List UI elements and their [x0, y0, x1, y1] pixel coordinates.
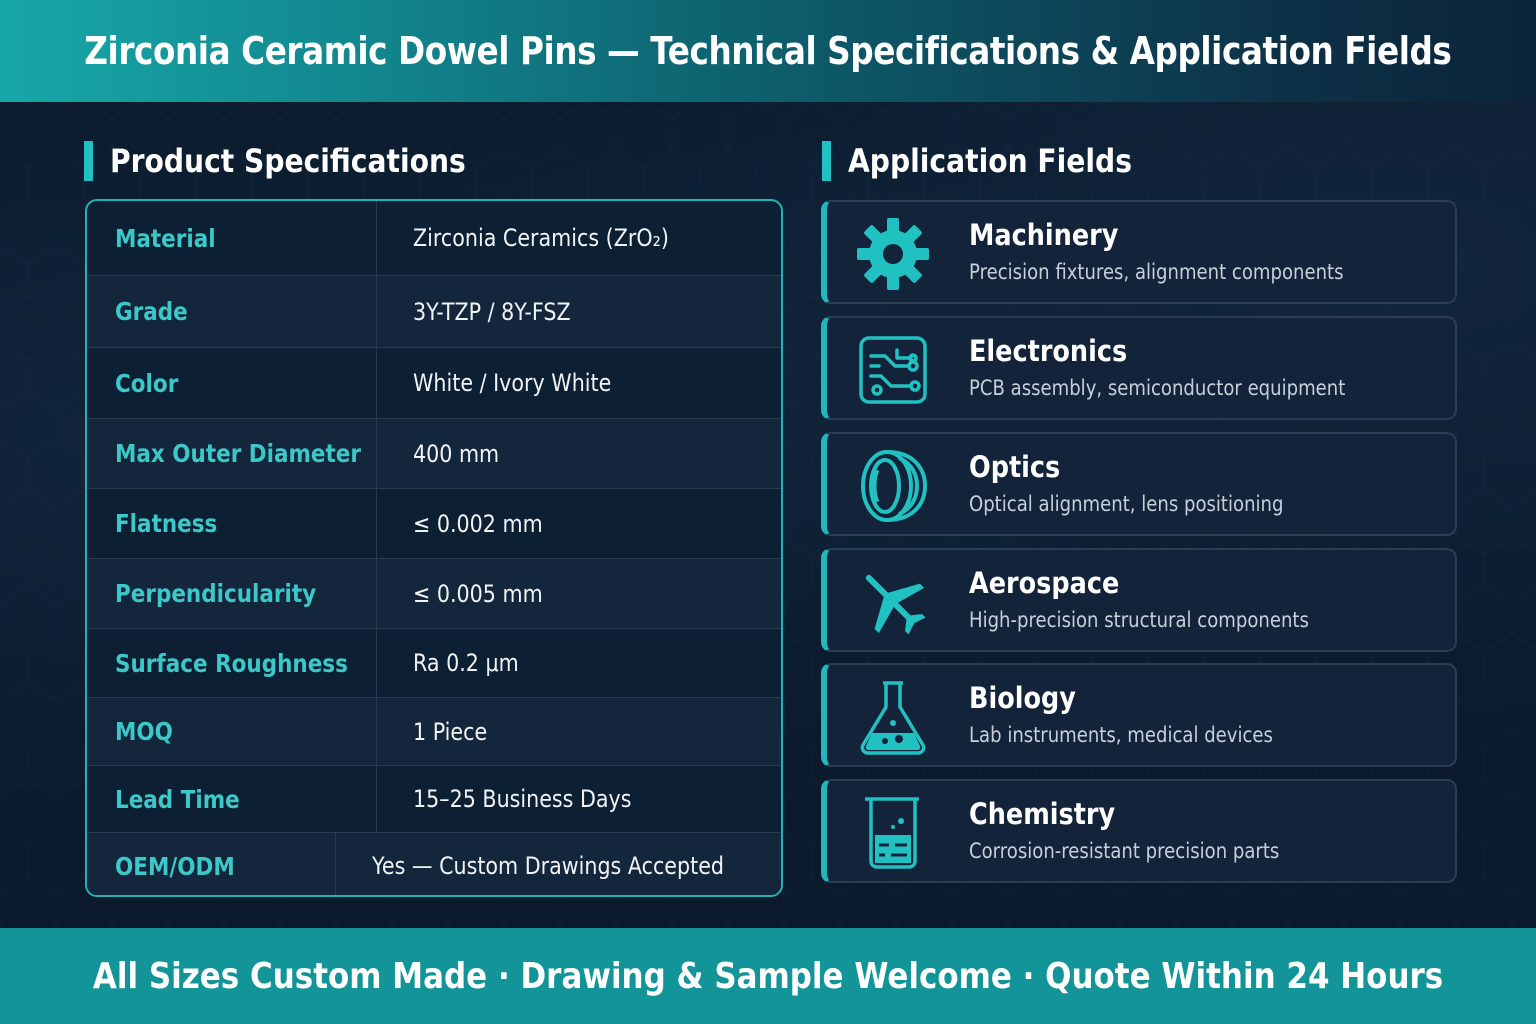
spec-row-perpendicularity — [87, 559, 781, 629]
app-card-aerospace — [821, 548, 1457, 652]
specs-section-title — [84, 139, 514, 183]
app-description: PCB assembly, semiconductor equipment — [969, 376, 1346, 400]
spec-value: 3Y-TZP / 8Y-FSZ — [413, 297, 571, 326]
app-name: Biology — [969, 681, 1076, 715]
spec-row-flatness — [87, 489, 781, 559]
airplane-icon — [855, 564, 931, 640]
spec-row-lead-time — [87, 766, 781, 833]
spec-key: Material — [87, 201, 377, 275]
app-card-biology — [821, 663, 1457, 767]
spec-key: Lead Time — [87, 766, 377, 832]
spec-value: 1 Piece — [413, 717, 488, 746]
beaker-icon — [855, 795, 931, 871]
spec-row-color — [87, 348, 781, 419]
spec-key: OEM/ODM — [87, 833, 336, 897]
applications-title-text: Application Fields — [848, 142, 1132, 180]
app-card-optics — [821, 432, 1457, 536]
spec-key: Flatness — [87, 489, 377, 558]
app-card-machinery — [821, 200, 1457, 304]
applications-section-title — [822, 139, 1171, 183]
spec-value: ≤ 0.005 mm — [413, 579, 543, 608]
app-name: Aerospace — [969, 566, 1120, 600]
spec-value: Ra 0.2 μm — [413, 649, 519, 677]
app-description: Precision fixtures, alignment components — [969, 260, 1344, 284]
spec-key: Max Outer Diameter — [87, 419, 377, 488]
page-title: Zirconia Ceramic Dowel Pins — Technical Specifications & Application Fields — [84, 29, 1452, 73]
app-card-chemistry — [821, 779, 1457, 883]
spec-key: Color — [87, 348, 377, 418]
spec-value: 15–25 Business Days — [413, 785, 632, 813]
spec-table — [85, 199, 783, 897]
spec-key: MOQ — [87, 698, 377, 765]
app-description: Lab instruments, medical devices — [969, 723, 1273, 747]
spec-value: 400 mm — [413, 439, 500, 468]
app-name: Optics — [969, 450, 1061, 484]
spec-key: Grade — [87, 276, 377, 347]
specs-title-text: Product Specifications — [110, 142, 466, 180]
app-description: High-precision structural components — [969, 608, 1309, 632]
lens-icon — [855, 448, 931, 524]
spec-key: Surface Roughness — [87, 629, 377, 697]
spec-row-moq — [87, 698, 781, 766]
page-footer — [0, 928, 1536, 1024]
spec-value: Yes — Custom Drawings Accepted — [371, 852, 724, 880]
app-name: Machinery — [969, 218, 1119, 252]
spec-row-max-outer-diameter — [87, 419, 781, 489]
flask-icon — [855, 679, 931, 755]
page-header — [0, 0, 1536, 102]
app-description: Optical alignment, lens positioning — [969, 492, 1284, 516]
spec-row-grade — [87, 276, 781, 348]
spec-key: Perpendicularity — [87, 559, 377, 628]
spec-row-material — [87, 201, 781, 276]
app-name: Chemistry — [969, 797, 1116, 831]
footer-tagline: All Sizes Custom Made · Drawing & Sample Welcome · Quote Within 24 Hours — [92, 955, 1444, 997]
spec-value: Zirconia Ceramics (ZrO₂) — [413, 224, 669, 252]
accent-bar — [84, 141, 93, 181]
spec-value: ≤ 0.002 mm — [413, 509, 543, 538]
app-name: Electronics — [969, 334, 1128, 368]
spec-value: White / Ivory White — [413, 369, 612, 397]
spec-row-oem-odm — [87, 833, 781, 897]
spec-row-surface-roughness — [87, 629, 781, 698]
accent-bar — [822, 141, 831, 181]
gear-icon — [855, 216, 931, 292]
circuit-board-icon — [855, 332, 931, 408]
app-description: Corrosion-resistant precision parts — [969, 839, 1280, 863]
app-card-electronics — [821, 316, 1457, 420]
